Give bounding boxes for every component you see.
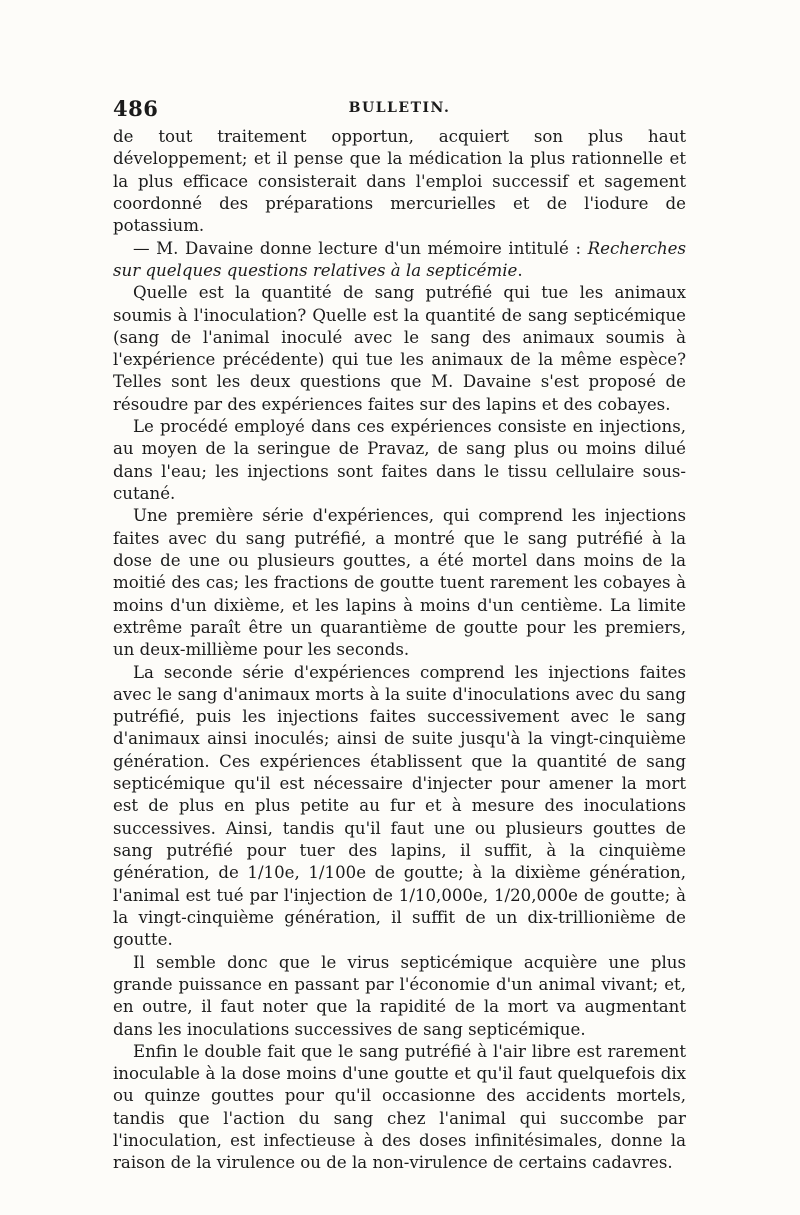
- page-header: [113, 96, 686, 126]
- paragraph-memoir-announcement: [113, 238, 686, 283]
- paragraph: La seconde série d'expériences comprend les injections faites avec le sang d'animaux morts à la suite d'inoculations avec du sang putréfié, puis les injections faites successivement avec le sang d'animaux ainsi inoculés; ainsi de suite jusqu'à la vingt-cinquième génération. Ces expériences établissent que la quantité de sang septicémique qu'il est nécessaire d'injecter pour amener la mort est de plus en plus petite au fur et à mesure des inoculations successives. Ainsi, tandis qu'il faut une ou plusieurs gouttes de sang putréfié pour tuer des lapins, il suffit, à la cinquième génération, de 1/10e, 1/100e de goutte; à la dixième génération, l'animal est tué par l'injection de 1/10,000e, 1/20,000e de goutte; à la vingt-cinquième génération, il suffit de un dix-trillionième de goutte.: [113, 662, 686, 950]
- memoir-title: Recherches sur quelques questions relatives à la septicémie: [113, 238, 686, 280]
- body-text: [113, 126, 686, 1175]
- paragraph: Une première série d'expériences, qui comprend les injections faites avec du sang putréfié, a montré que le sang putréfié à la dose de une ou plusieurs gouttes, a été mortel dans moins de la moitié des cas; les fractions de goutte tuent rarement les cobayes à moins d'un dixième, et les lapins à moins d'un centième. La limite extrême paraît être un quarantième de goutte pour les premiers, un deux-millième pour les seconds.: [113, 506, 686, 660]
- paragraph: Le procédé employé dans ces expériences consiste en injections, au moyen de la seringue de Pravaz, de sang plus ou moins dilué dans l'eau; les injections sont faites dans le tissu cellulaire sous-cutané.: [113, 417, 686, 503]
- page-number: 486: [113, 96, 159, 121]
- paragraph: Il semble donc que le virus septicémique acquière une plus grande puissance en passant par l'économie d'un animal vivant; et, en outre, il faut noter que la rapidité de la mort va augmentant dans les inoculations successives de sang septicémique.: [113, 952, 686, 1039]
- paragraph: de tout traitement opportun, acquiert son plus haut développement; et il pense que la médication la plus rationnelle et la plus efficace consisterait dans l'emploi successif et sagement coordonné des préparations mercurielles et de l'iodure de potassium.: [113, 127, 686, 236]
- announcement-end: .: [517, 260, 523, 280]
- announcement-lead: — M. Davaine donne lecture d'un mémoire intitulé :: [133, 238, 588, 258]
- paragraph: Enfin le double fait que le sang putréfié à l'air libre est rarement inoculable à la dose moins d'une goutte et qu'il faut quelquefois dix ou quinze gouttes pour qu'il occasionne des accidents mortels, tandis que l'action du sang chez l'animal qui succombe par l'inoculation, est infectieuse à des doses infinitésimales, donne la raison de la virulence ou de la non-virulence de certains cadavres.: [113, 1041, 686, 1173]
- paragraph: Quelle est la quantité de sang putréfié qui tue les animaux soumis à l'inoculation? Quelle est la quantité de sang septicémique (sang de l'animal inoculé avec le sang des animaux soumis à l'expérience précédente) qui tue les animaux de la même espèce? Telles sont les deux questions que M. Davaine s'est proposé de résoudre par des expériences faites sur des lapins et des cobayes.: [113, 283, 686, 414]
- running-head: BULLETIN.: [348, 100, 451, 116]
